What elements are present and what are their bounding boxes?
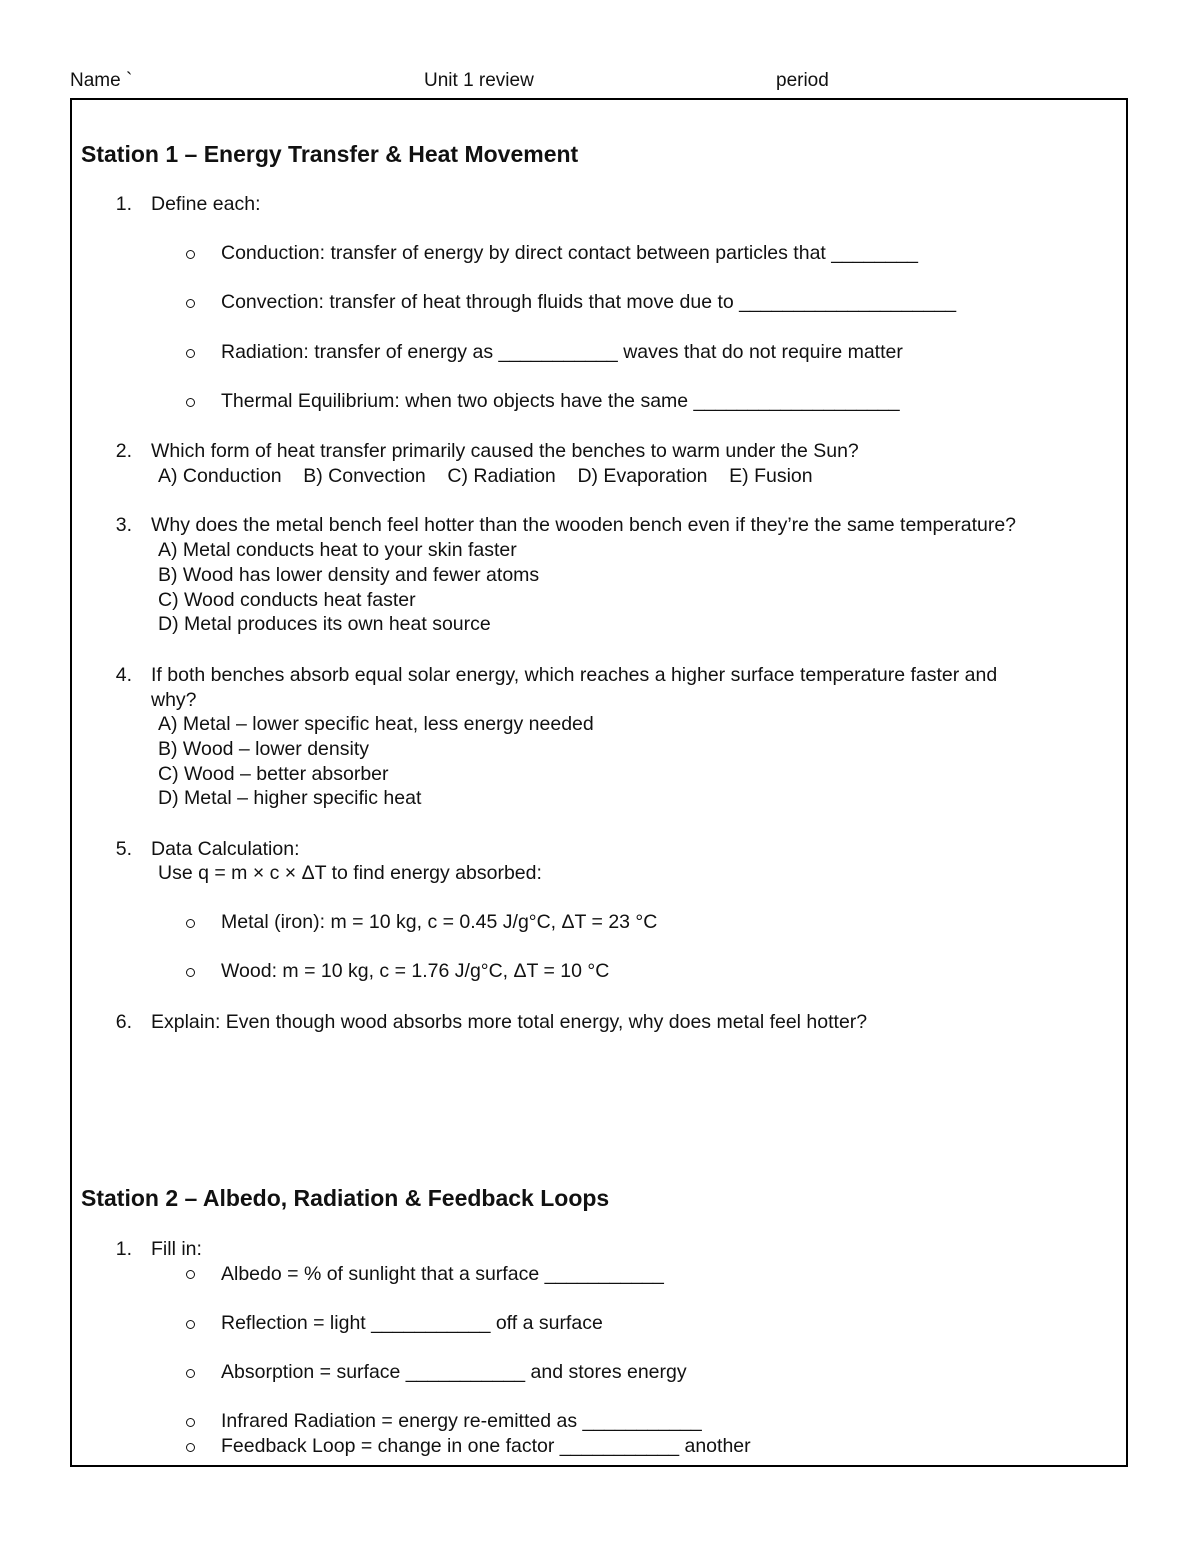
s1-q5-metal: Metal (iron): m = 10 kg, c = 0.45 J/g°C, ΔT = 23 °C: [221, 911, 658, 933]
s1-q1-text: Define each:: [151, 193, 261, 215]
s1-q1-conduction: Conduction: transfer of energy by direct contact between particles that ________: [221, 242, 919, 264]
s2-q1-feedback-loop: Feedback Loop = change in one factor ___________ another: [221, 1435, 751, 1457]
bullet-icon: [186, 299, 195, 308]
s1-q4-option-d: D) Metal – higher specific heat: [158, 787, 422, 809]
s1-q1-radiation: Radiation: transfer of energy as ___________ waves that do not require matter: [221, 341, 903, 363]
s2-q1-reflection: Reflection = light ___________ off a surface: [221, 1312, 603, 1334]
s1-q4-text-line1: If both benches absorb equal solar energy, which reaches a higher surface temperature faster and: [151, 664, 998, 686]
bullet-icon: [186, 1270, 195, 1279]
bullet-icon: [186, 968, 195, 977]
bullet-icon: [186, 250, 195, 259]
s2-q1-infrared: Infrared Radiation = energy re-emitted as ___________: [221, 1410, 702, 1432]
s1-q4-option-b: B) Wood – lower density: [158, 738, 369, 760]
s1-q4-number: 4.: [115, 664, 132, 686]
s1-q3-option-a: A) Metal conducts heat to your skin faster: [158, 539, 517, 561]
s1-q1-thermal-equilibrium: Thermal Equilibrium: when two objects have the same ___________________: [221, 390, 900, 412]
s1-q3-option-d: D) Metal produces its own heat source: [158, 613, 491, 635]
s1-q1-convection: Convection: transfer of heat through fluids that move due to ____________________: [221, 291, 957, 313]
s1-q4-option-a: A) Metal – lower specific heat, less energy needed: [158, 713, 594, 735]
s1-q3-option-c: C) Wood conducts heat faster: [158, 589, 416, 611]
s1-q3-option-b: B) Wood has lower density and fewer atoms: [158, 564, 540, 586]
station1-title: Station 1 – Energy Transfer & Heat Movement: [81, 141, 579, 167]
s1-q4-text-line2: why?: [151, 689, 197, 711]
s2-q1-absorption: Absorption = surface ___________ and stores energy: [221, 1361, 687, 1383]
s1-q5-text: Data Calculation:: [151, 838, 300, 860]
s2-q1-text: Fill in:: [151, 1238, 202, 1260]
s1-q2-options: A) Conduction B) Convection C) Radiation D) Evaporation E) Fusion: [158, 465, 813, 487]
page-header: [0, 70, 1200, 96]
name-label: Name `: [70, 70, 133, 91]
bullet-icon: [186, 1369, 195, 1378]
bullet-icon: [186, 398, 195, 407]
s2-q1-albedo: Albedo = % of sunlight that a surface ___________: [221, 1263, 664, 1285]
unit-title: Unit 1 review: [424, 70, 534, 91]
station2-title: Station 2 – Albedo, Radiation & Feedback Loops: [81, 1185, 610, 1211]
period-label: period: [776, 70, 829, 91]
bullet-icon: [186, 1418, 195, 1427]
bullet-icon: [186, 349, 195, 358]
bullet-icon: [186, 1443, 195, 1452]
s1-q6-text: Explain: Even though wood absorbs more total energy, why does metal feel hotter?: [151, 1011, 868, 1033]
s1-q2-text: Which form of heat transfer primarily caused the benches to warm under the Sun?: [151, 440, 859, 462]
bullet-icon: [186, 919, 195, 928]
s2-q1-number: 1.: [115, 1238, 132, 1260]
s1-q5-wood: Wood: m = 10 kg, c = 1.76 J/g°C, ΔT = 10 °C: [221, 960, 610, 982]
s1-q5-instruction: Use q = m × c × ΔT to find energy absorbed:: [158, 862, 542, 884]
bullet-icon: [186, 1320, 195, 1329]
s1-q3-number: 3.: [115, 514, 132, 536]
s1-q4-option-c: C) Wood – better absorber: [158, 763, 389, 785]
s1-q3-text: Why does the metal bench feel hotter than the wooden bench even if they’re the same temperature?: [151, 514, 1017, 536]
s1-q5-number: 5.: [115, 838, 132, 860]
s1-q1-number: 1.: [115, 193, 132, 215]
s1-q6-number: 6.: [115, 1011, 132, 1033]
s1-q2-number: 2.: [115, 440, 132, 462]
